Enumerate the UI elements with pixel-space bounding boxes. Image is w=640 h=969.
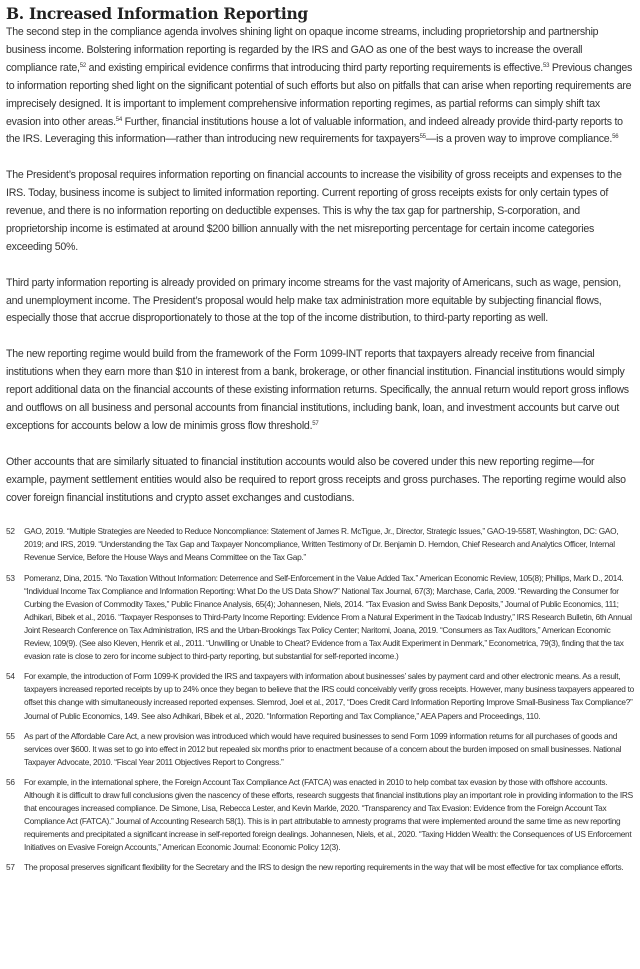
paragraph <box>6 454 636 508</box>
footnotes <box>6 525 636 874</box>
footnote-number: 53 <box>6 572 15 583</box>
footnote <box>6 572 636 664</box>
document-page <box>6 4 636 882</box>
paragraph <box>6 167 636 257</box>
footnote-ref[interactable]: 52 <box>79 62 86 69</box>
paragraph-text: —is a proven way to improve compliance. <box>425 133 613 146</box>
footnote-text: For example, the introduction of Form 1099-K provided the IRS and taxpayers with information about businesses’ sales by payment card and other electronic means. As a result, taxpayers increased reported receipts by up to 24% once they began to believe that the IRS could conceivably verify gross receipts. However, many business taxpayers appeared to offset this change with simultaneously increased reported expenses. Slemrod, Joel et al., 2017, “Does Credit Card Information Reporting Improve Small-Business Tax Compliance?” Journal of Public Economics, 149. See also Adhikari, Bibek et al., 2020. “Information Reporting and Tax Compliance,” AEA Papers and Proceedings, 110. <box>24 671 634 721</box>
footnote-text: GAO, 2019. “Multiple Strategies are Needed to Reduce Noncompliance: Statement of James R. McTigue, Jr., Director, Strategic Issues,” GAO-19-558T, Washington, DC: GAO, 2019; and IRS, 2019. “Understanding the Tax Gap and Taxpayer Noncompliance, Written Testimony of Dr. Benjamin D. Herndon, Chief Research and Analytics Officer, Internal Revenue Service, Before the House Ways and Means Committee on the Tax Gap.” <box>24 526 619 563</box>
footnote-ref[interactable]: 55 <box>419 134 426 141</box>
footnote-text: The proposal preserves significant flexibility for the Secretary and the IRS to design the new reporting requirements in the way that will be most effective for tax compliance efforts. <box>24 862 624 873</box>
footnote-number: 55 <box>6 730 15 741</box>
footnote <box>6 861 636 874</box>
body-text <box>6 24 636 507</box>
paragraph <box>6 24 636 149</box>
footnote-ref[interactable]: 54 <box>115 116 122 123</box>
footnote-text: For example, in the international sphere, the Foreign Account Tax Compliance Act (FATCA) was enacted in 2010 to help combat tax evasion by those with offshore accounts. Although it is difficult to draw full conclusions given the nascency of these efforts, research suggests that financial institutions play an important role in providing information to the IRS that encourages increased compliance. De Simone, Lisa, Rebecca Lester, and Kevin Markle, 2020. “Transparency and Tax Evasion: Evidence from the Foreign Account Tax Compliance Act (FATCA).” Journal of Accounting Research 58(1). This is in part attributable to amnesty programs that were implemented around the same time as new reporting requirements and precipitated a significant increase in self-reported foreign dealings. Johannesen, Niels, et al., 2020. “Taxing Hidden Wealth: the Consequences of US Enforcement Initiatives on Evasive Foreign Accounts,” American Economic Journal: Economic Policy 12(3). <box>24 776 633 853</box>
footnote <box>6 776 636 855</box>
paragraph <box>6 275 636 329</box>
paragraph <box>6 346 636 436</box>
footnote <box>6 670 636 722</box>
paragraph-text: The President’s proposal requires information reporting on financial accounts to increase the visibility of gross receipts and expenses to the IRS. Today, business income is subject to limited information reporting. Current reporting of gross receipts exists for only certain types of revenue, and there is no information reporting on deductible expenses. This is why the tax gap for partnership, S-corporation, and proprietorship income is estimated at around $200 billion annually with the net misreporting percentage for certain income categories exceeding 50%. <box>6 169 622 253</box>
footnote-text: As part of the Affordable Care Act, a new provision was introduced which would have required businesses to send Form 1099 information returns for all purchases of goods and services over $600. It was set to go into effect in 2012 but repealed six months prior to enactment because of a concern about the burden imposed on small businesses. National Taxpayer Advocate, 2010. “Fiscal Year 2011 Objectives Report to Congress.” <box>24 730 622 767</box>
paragraph-text: The new reporting regime would build from the framework of the Form 1099-INT reports that taxpayers already receive from financial institutions when they earn more than $10 in interest from a bank, brokerage, or other financial institution. Financial institutions would simply report additional data on the financial accounts of these existing information returns. Specifically, the annual return would report gross inflows and outflows on all business and personal accounts from financial institutions, including bank, loan, and investment accounts but carve out exceptions for accounts below a low de minimis gross flow threshold. <box>6 348 629 432</box>
paragraph-text: Further, financial institutions house a lot of valuable information, and indeed already provide third-party reports to the IRS. Leveraging this information—rather than introducing new requirements for taxpayers <box>6 115 623 146</box>
footnote-number: 54 <box>6 671 15 682</box>
paragraph-text: The second step in the compliance agenda involves shining light on opaque income streams, including proprietorship and partnership business income. Bolstering information reporting is regarded by the IRS and GAO as one of the best ways to increase the overall compliance rate, <box>6 26 599 74</box>
footnote-ref[interactable]: 53 <box>543 62 550 69</box>
footnote-number: 52 <box>6 526 15 537</box>
paragraph-text: Other accounts that are similarly situated to financial institution accounts would also be covered under this new reporting regime—for example, payment settlement entities would also be required to report gross receipts and gross purchases. The reporting regime would also cover foreign financial institutions and crypto asset exchanges and custodians. <box>6 455 626 504</box>
paragraph-text: and existing empirical evidence confirms that introducing third party reporting requirements is effective. <box>85 61 543 74</box>
footnote-number: 57 <box>6 862 15 873</box>
footnote <box>6 730 636 769</box>
footnote-ref[interactable]: 57 <box>312 420 319 427</box>
footnote <box>6 525 636 564</box>
section-heading: B. Increased Information Reporting <box>6 4 308 23</box>
footnote-number: 56 <box>6 776 15 787</box>
footnote-ref[interactable]: 56 <box>612 134 619 141</box>
paragraph-text: Previous changes to information reporting shed light on the significant potential of such efforts but also on pitfalls that can arise when reporting requirements are imprecisely designed. It is important to implement comprehensive information reporting regimes, as partial reforms can simply shift tax evasion into other areas. <box>6 61 633 128</box>
paragraph-text: Third party information reporting is already provided on primary income streams for the vast majority of Americans, such as wage, pension, and unemployment income. The President’s proposal would help make tax administration more equitable by subjecting financial flows, especially those that accrue disproportionately to those at the top of the income distribution, to third-party reporting as well. <box>6 276 621 325</box>
footnote-text: Pomeranz, Dina, 2015. “No Taxation Without Information: Deterrence and Self-Enforcement in the Value Added Tax.” American Economic Review, 105(8); Phillips, Mark D., 2014. “Individual Income Tax Compliance and Information Reporting: What Do the US Data Show?” National Tax Journal, 67(3); Marchase, Carla, 2009. “Rewarding the Consumer for Curbing the Evasion of Commodity Taxes,” Public Finance Analysis, 65(4); Johannesen, Niels, 2014. “Tax Evasion and Swiss Bank Deposits,” Journal of Public Economics, 111; Adhikari, Bibek et al., 2016. “Taxpayer Responses to Third-Party Income Reporting: Evidence From a Natural Experiment in the Taxicab Industry,” IRS Research Bulletin, 6th Annual Joint Research Conference on Tax Administration, IRS and the Urban-Brookings Tax Policy Center; Naritomi, Joana, 2019. “Consumers as Tax Auditors,” American Economic Review, 109(9). (See also Kleven, Henrik et al., 2011. “Unwilling or Unable to Cheat? Evidence from a Tax Audit Experiment in Denmark,” Econometrica, 79(3), finding that the tax evasion rate is close to zero for income subject to third-party reporting, but substantial for self-reported income.) <box>24 572 632 662</box>
